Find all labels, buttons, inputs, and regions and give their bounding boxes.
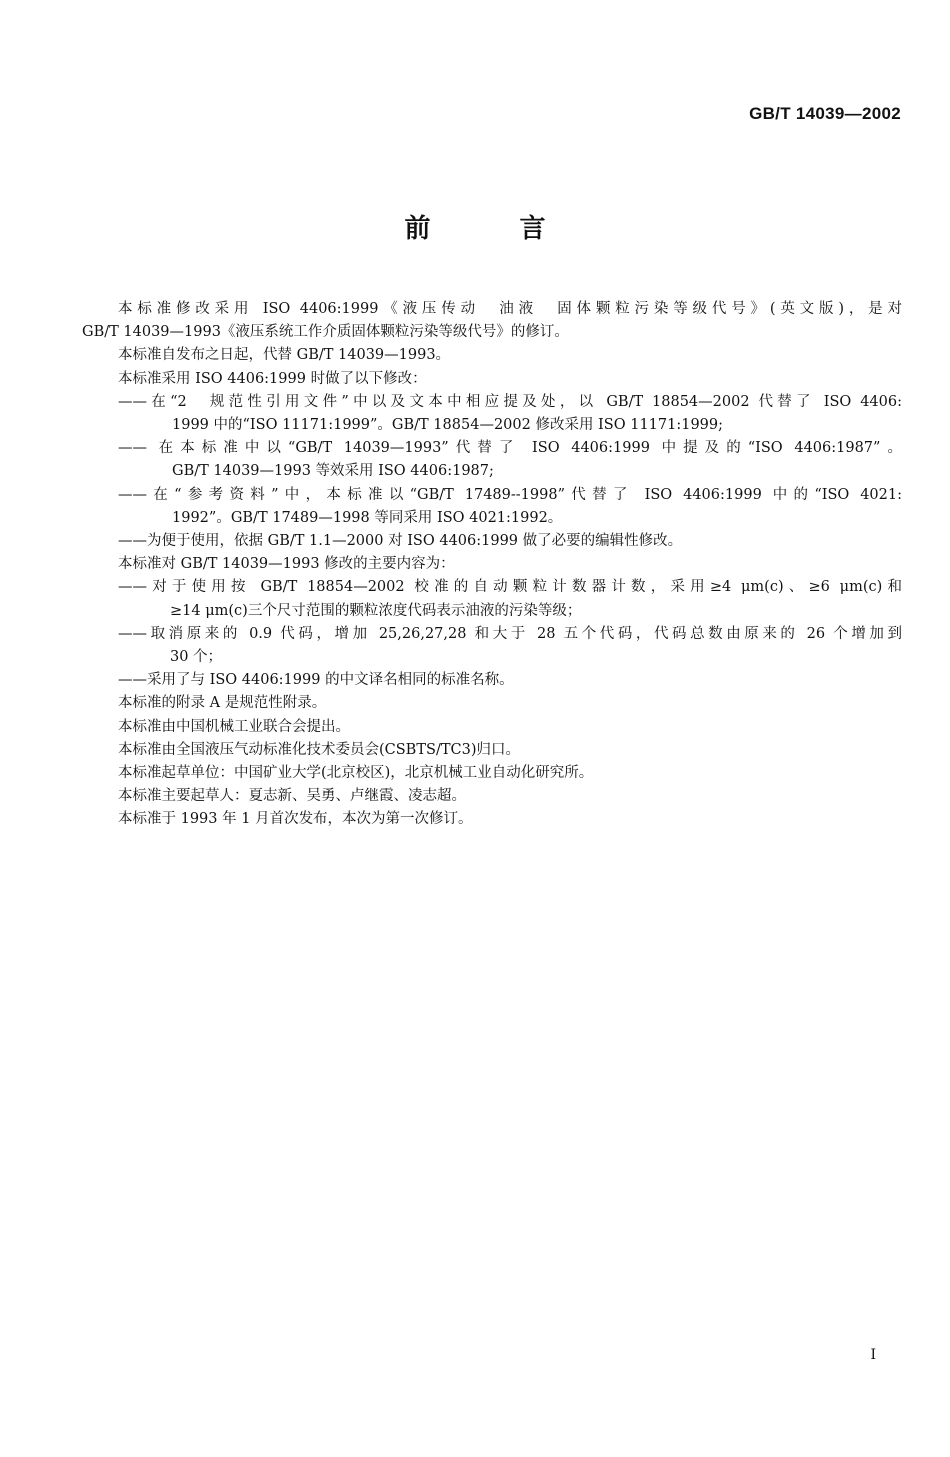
- list-item-line: ——取消原来的 0.9 代码，增加 25,26,27,28 和大于 28 五个代码，代码总数由原来的 26 个增加到: [118, 625, 902, 642]
- list-item-continuation: ≥14 μm(c)三个尺寸范围的颗粒浓度代码表示油液的污染等级；: [170, 602, 582, 619]
- standard-code-header: GB/T 14039—2002: [749, 104, 901, 123]
- list-item-line: ——为便于使用，依据 GB/T 1.1—2000 对 ISO 4406:1999 做了必要的编辑性修改。: [118, 533, 683, 550]
- paragraph-line: 本标准由全国液压气动标准化技术委员会(CSBTS/TC3)归口。: [118, 741, 520, 758]
- paragraph-line: 本标准由中国机械工业联合会提出。: [118, 718, 350, 735]
- page-number: I: [870, 1347, 876, 1363]
- list-item-line: ——采用了与 ISO 4406:1999 的中文译名相同的标准名称。: [118, 672, 514, 689]
- list-item-continuation: 30 个；: [170, 649, 223, 666]
- paragraph-line: 本标准起草单位：中国矿业大学(北京校区)，北京机械工业自动化研究所。: [118, 765, 594, 782]
- list-item-line: ——在“参考资料”中，本标准以“GB/T 17489--1998”代替了 ISO 4406:1999 中的“ISO 4021:: [118, 486, 902, 503]
- list-item-continuation: 1999 中的“ISO 11171:1999”。GB/T 18854—2002 修改采用 ISO 11171:1999;: [172, 417, 724, 434]
- foreword-body: [82, 298, 902, 832]
- paragraph-line: 本标准于 1993 年 1 月首次发布，本次为第一次修订。: [118, 811, 473, 828]
- paragraph-line: 本标准采用 ISO 4406:1999 时做了以下修改：: [118, 370, 427, 387]
- list-item-continuation: GB/T 14039—1993 等效采用 ISO 4406:1987;: [172, 463, 494, 480]
- list-item-line: —— 在本标准中以“GB/T 14039—1993”代替了 ISO 4406:1999 中提及的“ISO 4406:1987”。: [118, 440, 902, 457]
- list-item-line: ——在“2 规范性引用文件”中以及文本中相应提及处，以 GB/T 18854—2002 代替了 ISO 4406:: [118, 393, 902, 410]
- list-item-line: ——对于使用按 GB/T 18854—2002 校准的自动颗粒计数器计数，采用≥4 μm(c)、≥6 μm(c)和: [118, 579, 902, 596]
- paragraph-line: GB/T 14039—1993《液压系统工作介质固体颗粒污染等级代号》的修订。: [82, 324, 569, 341]
- paragraph-line: 本标准对 GB/T 14039—1993 修改的主要内容为：: [118, 556, 455, 573]
- paragraph-line: 本标准的附录 A 是规范性附录。: [118, 695, 327, 712]
- paragraph-line: 本标准修改采用 ISO 4406:1999《液压传动 油液 固体颗粒污染等级代号》(英文版)，是对: [118, 301, 902, 317]
- paragraph-line: 本标准主要起草人：夏志新、吴勇、卢继霞、凌志超。: [118, 788, 466, 805]
- list-item-continuation: 1992”。GB/T 17489—1998 等同采用 ISO 4021:1992。: [172, 509, 563, 526]
- paragraph-line: 本标准自发布之日起，代替 GB/T 14039—1993。: [118, 347, 451, 364]
- page-title: 前 言: [404, 214, 586, 244]
